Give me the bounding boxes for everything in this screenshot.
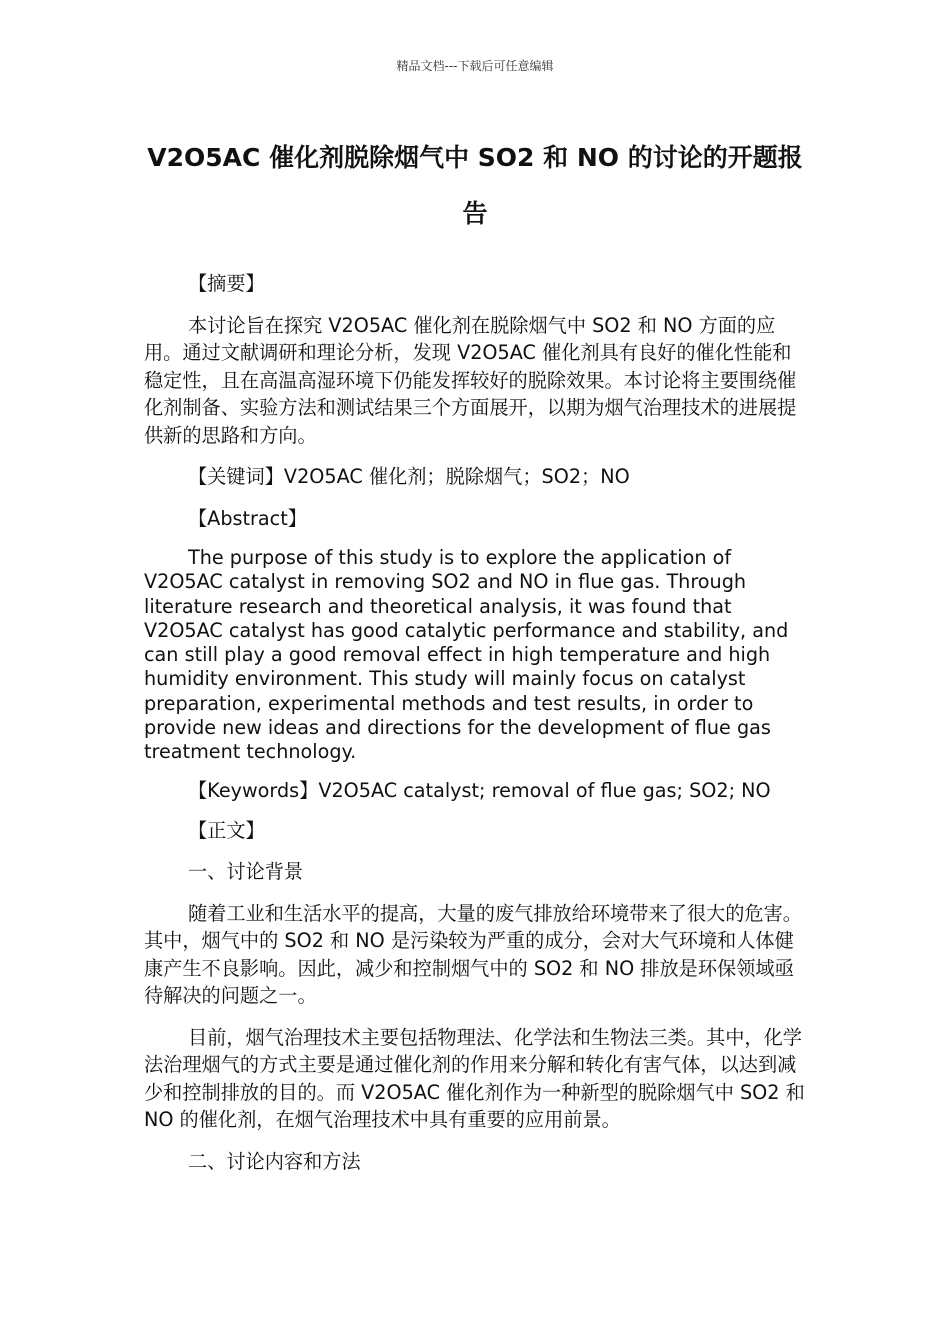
section1-paragraph-2: 目前，烟气治理技术主要包括物理法、化学法和生物法三类。其中，化学法治理烟气的方式主要是通过催化剂的作用来分解和转化有害气体，以达到减少和控制排放的目的。而 V2O5AC 催化剂作为一种新型的脱除烟气中 SO2 和 NO 的催化剂，在烟气治理技术中具有重要的应用前景。 xyxy=(144,1025,805,1132)
abstract-en-text: The purpose of this study is to explore the application of V2O5AC catalyst in removing SO2 and NO in flue gas. Through literature research and theoretical analysis, it was found that V2O5AC catalyst has good catalytic performance and stability, and can still play a good removal effect in high temperature and high humidity environment. This study will mainly focus on catalyst preparation, experimental methods and test results, in order to provide new ideas and directions for the development of flue gas treatment technology. xyxy=(144,546,789,764)
main-heading: 【正文】 xyxy=(188,818,265,842)
section1-paragraph-1: 随着工业和生活水平的提高，大量的废气排放给环境带来了很大的危害。其中，烟气中的 SO2 和 NO 是污染较为严重的成分，会对大气环境和人体健康产生不良影响。因此，减少和控制烟气中的 SO2 和 NO 排放是环保领域亟待解决的问题之一。 xyxy=(144,901,802,1008)
section1-heading: 一、讨论背景 xyxy=(188,860,304,884)
keywords-en: 【Keywords】V2O5AC catalyst; removal of flue gas; SO2; NO xyxy=(188,778,771,802)
abstract-zh-heading: 【摘要】 xyxy=(188,272,265,295)
abstract-zh-text: 本讨论旨在探究 V2O5AC 催化剂在脱除烟气中 SO2 和 NO 方面的应用。通过文献调研和理论分析，发现 V2O5AC 催化剂具有良好的催化性能和稳定性，且在高温高湿环境下仍能发挥较好的脱除效果。本讨论将主要围绕催化剂制备、实验方法和测试结果三个方面展开，以期为烟气治理技术的进展提供新的思路和方向。 xyxy=(144,313,797,447)
keywords-zh: 【关键词】V2O5AC 催化剂；脱除烟气；SO2；NO xyxy=(188,465,630,488)
abstract-en-heading: 【Abstract】 xyxy=(188,506,307,530)
section2-heading: 二、讨论内容和方法 xyxy=(188,1149,361,1173)
document-body xyxy=(144,270,806,1189)
header-note: 精品文档---下载后可任意编辑 xyxy=(396,59,554,73)
document-title: V2O5AC 催化剂脱除烟气中 SO2 和 NO 的讨论的开题报告 xyxy=(147,143,803,228)
